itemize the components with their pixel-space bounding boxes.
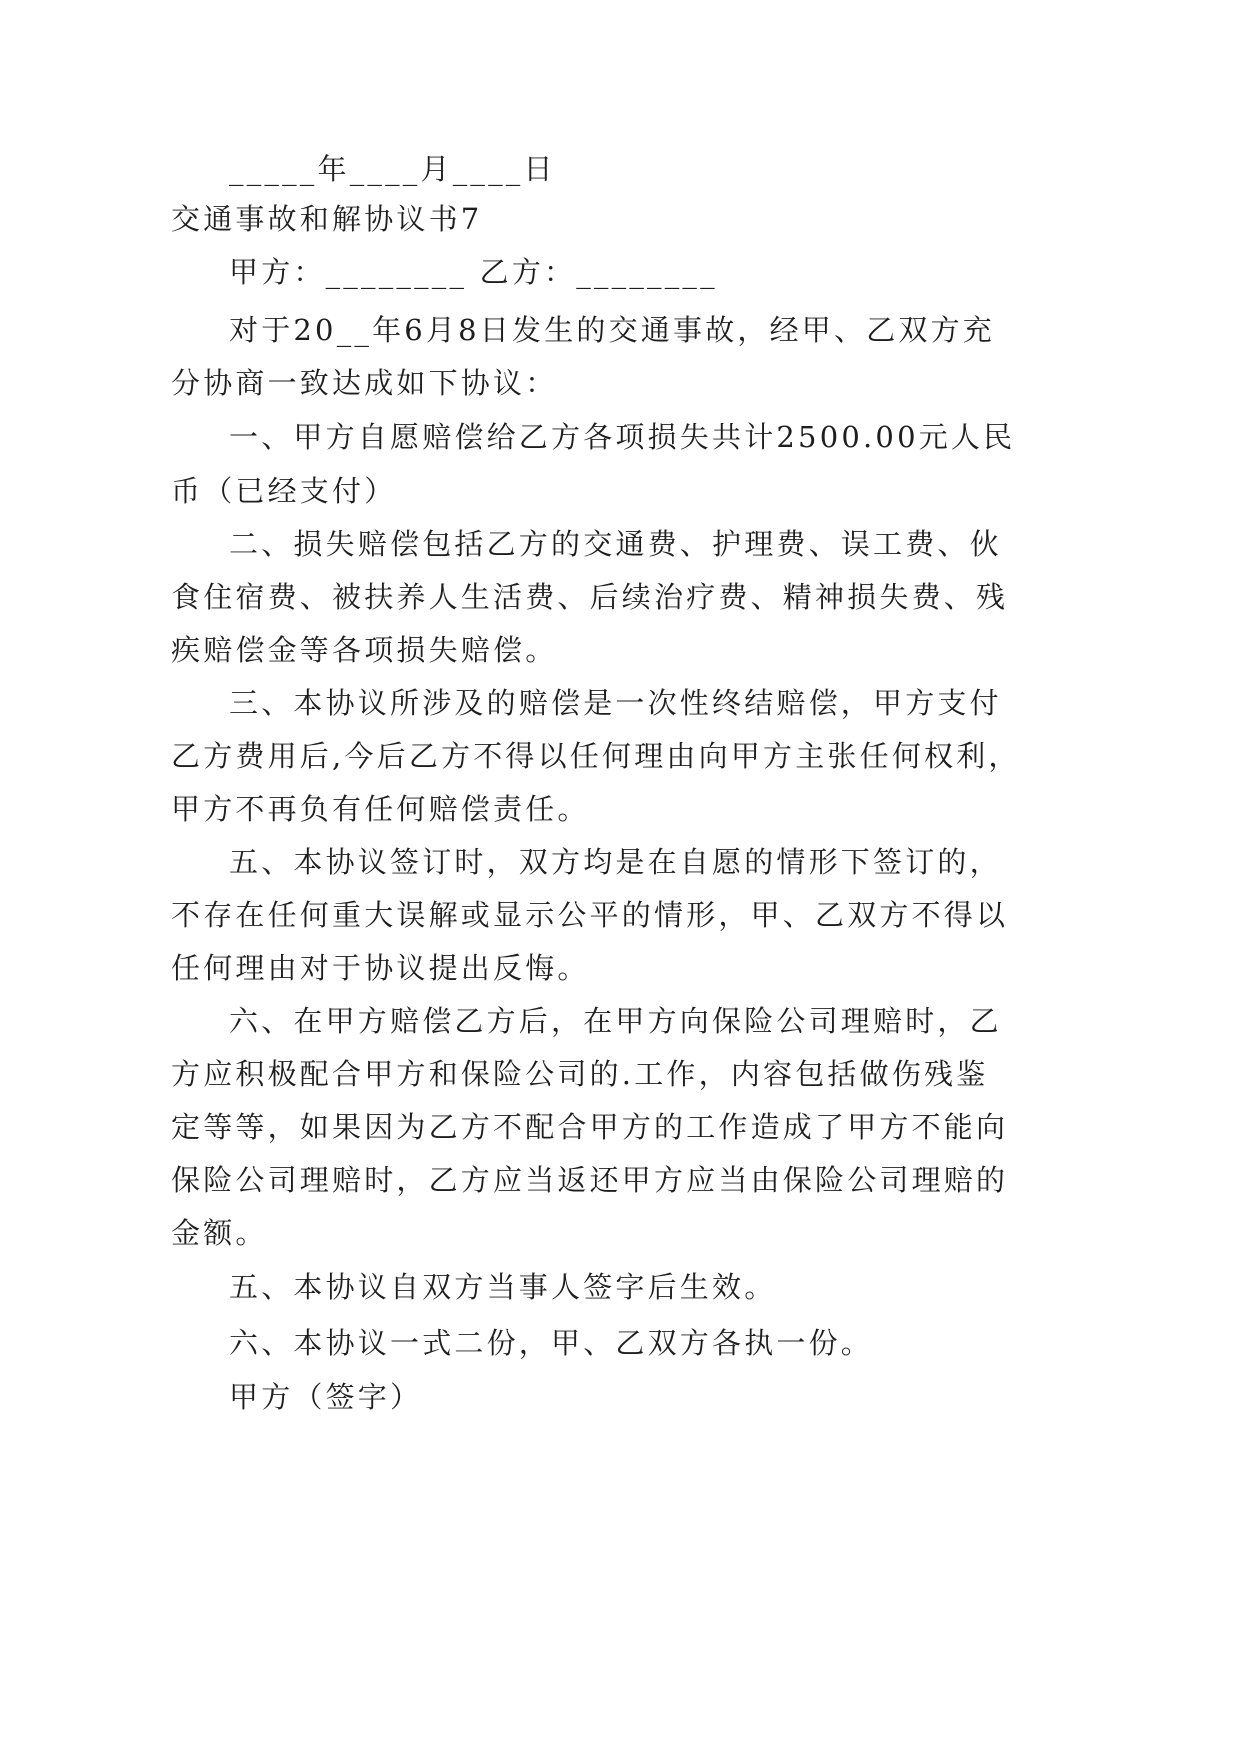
- clause-copies-line: 六、本协议一式二份，甲、乙双方各执一份。: [229, 1326, 874, 1360]
- paragraph-intro-line: 对于20__年6月8日发生的交通事故，经甲、乙双方充: [229, 313, 996, 347]
- parties-line: 甲方：________ 乙方：________: [229, 255, 718, 289]
- clause-1-line: 一、甲方自愿赔偿给乙方各项损失共计2500.00元人民: [229, 420, 1016, 454]
- clause-6-line: 定等等，如果因为乙方不配合甲方的工作造成了甲方不能向: [171, 1110, 1009, 1144]
- clause-3-line: 三、本协议所涉及的赔偿是一次性终结赔偿，甲方支付: [229, 686, 1002, 720]
- clause-6-line: 方应积极配合甲方和保险公司的.工作，内容包括做伤残鉴: [171, 1057, 989, 1091]
- date-line: _____年____月____日: [229, 152, 556, 186]
- clause-3-line: 甲方不再负有任何赔偿责任。: [171, 792, 590, 826]
- clause-2-line: 疾赔偿金等各项损失赔偿。: [171, 633, 558, 667]
- clause-6-line: 保险公司理赔时，乙方应当返还甲方应当由保险公司理赔的: [171, 1163, 1009, 1197]
- document-title: 交通事故和解协议书7: [171, 202, 483, 236]
- clause-effective-line: 五、本协议自双方当事人签字后生效。: [229, 1270, 777, 1304]
- clause-2-line: 食住宿费、被扶养人生活费、后续治疗费、精神损失费、残: [171, 580, 1009, 614]
- clause-6-line: 金额。: [171, 1216, 268, 1250]
- clause-6-line: 六、在甲方赔偿乙方后，在甲方向保险公司理赔时，乙: [229, 1004, 1002, 1038]
- paragraph-intro-line: 分协商一致达成如下协议：: [171, 366, 558, 400]
- clause-2-line: 二、损失赔偿包括乙方的交通费、护理费、误工费、伙: [229, 527, 1002, 561]
- clause-1-line: 币（已经支付）: [171, 474, 397, 508]
- signature-line-party-a: 甲方（签字）: [229, 1380, 423, 1414]
- clause-5-line: 不存在任何重大误解或显示公平的情形，甲、乙双方不得以: [171, 898, 1009, 932]
- clause-5-line: 任何理由对于协议提出反悔。: [171, 951, 590, 985]
- clause-3-line: 乙方费用后,今后乙方不得以任何理由向甲方主张任何权利，: [171, 739, 1021, 773]
- clause-5-line: 五、本协议签订时，双方均是在自愿的情形下签订的，: [229, 845, 1002, 879]
